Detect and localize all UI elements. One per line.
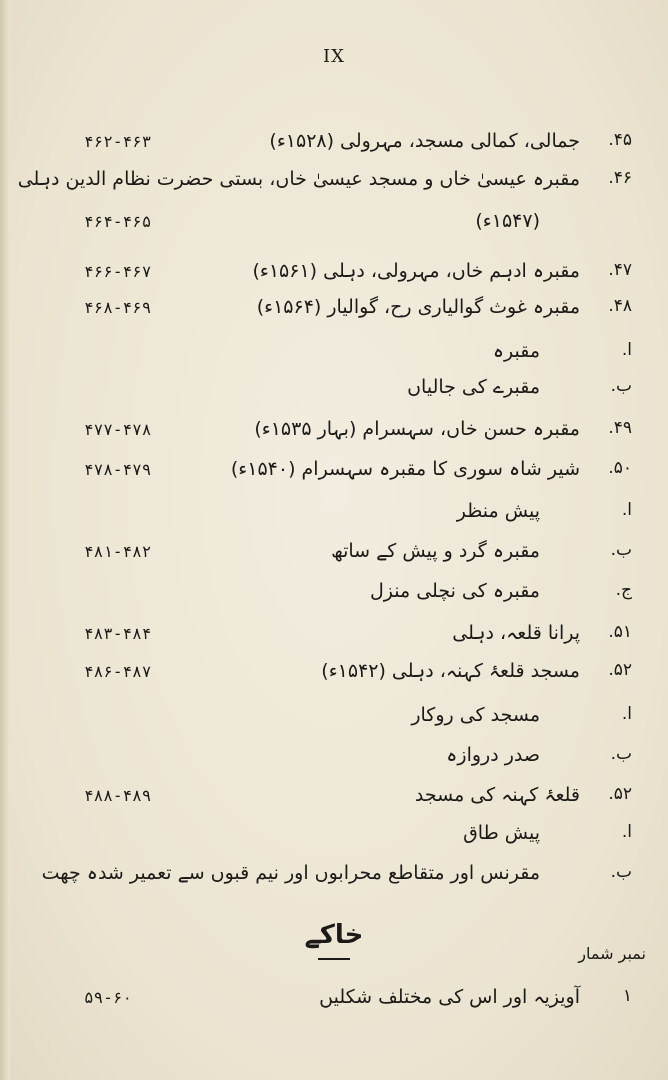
entry-page-range: ۴۶۸-۴۶۹	[84, 298, 152, 317]
entry-number: ۵۱.	[608, 622, 632, 642]
entry-number: ۴۶.	[608, 168, 632, 188]
entry-title: شیر شاہ سوری کا مقبرہ سہسرام (۱۵۴۰ء)	[230, 458, 580, 480]
entry-number: ۴۹.	[608, 418, 632, 438]
entry-page-range: ۴۷۷-۴۷۸	[84, 420, 152, 439]
entry-title: جمالی، کمالی مسجد، مہرولی (۱۵۲۸ء)	[269, 130, 580, 152]
entry-number: ۴۸.	[608, 296, 632, 316]
entry-number: ب.	[610, 540, 632, 560]
contents-entry	[40, 418, 640, 450]
entry-title: پرانا قلعہ، دہلی	[452, 622, 580, 644]
entry-title: آویزیہ اور اس کی مختلف شکلیں	[319, 986, 580, 1008]
page-number: IX	[323, 46, 345, 67]
entry-title: مقبرہ حسن خاں، سہسرام (بہار ۱۵۳۵ء)	[254, 418, 580, 440]
contents-entry	[17, 168, 640, 200]
contents-entry	[40, 862, 640, 894]
entry-number: ۵۰.	[608, 458, 632, 478]
contents-entry	[40, 704, 640, 736]
entry-number: ۵۲.	[608, 660, 632, 680]
contents-entry	[40, 784, 640, 816]
entry-number: ب.	[610, 744, 632, 764]
entry-title: پیش منظر	[456, 500, 540, 522]
entry-page-range: ۴۸۱-۴۸۲	[84, 542, 152, 561]
entry-page-range: ۴۸۳-۴۸۴	[84, 624, 152, 643]
contents-entry	[40, 622, 640, 654]
entry-title: مقبرہ عیسیٰ خاں و مسجد عیسیٰ خاں، بستی حضرت نظام الدین دہلی	[17, 168, 580, 190]
contents-entry	[40, 210, 640, 242]
section-heading: خاکے	[304, 920, 364, 950]
heading-underline	[318, 958, 350, 960]
entry-title: مسجد کی روکار	[411, 704, 540, 726]
entry-page-range: ۴۸۶-۴۸۷	[84, 662, 152, 681]
contents-entry	[40, 340, 640, 372]
entry-number: ۴۷.	[608, 260, 632, 280]
entry-page-range: ۴۶۶-۴۶۷	[84, 262, 152, 281]
entry-title: مقبرے کی جالیاں	[407, 376, 540, 398]
contents-entry	[40, 744, 640, 776]
page-edge-shadow	[0, 0, 10, 1080]
contents-entry	[40, 540, 640, 572]
contents-entry	[40, 376, 640, 408]
entry-title: مقبرہ گرد و پیش کے ساتھ	[331, 540, 540, 562]
sketch-entry	[40, 986, 640, 1018]
entry-number: ۵۲.	[608, 784, 632, 804]
entry-number: ب.	[610, 376, 632, 396]
entry-page-range: ۵۹-۶۰	[84, 988, 133, 1007]
contents-entry	[40, 130, 640, 162]
entry-title: مقبرہ ادہم خاں، مہرولی، دہلی (۱۵۶۱ء)	[252, 260, 580, 282]
entry-number: ا.	[621, 704, 632, 724]
entry-number: ج.	[615, 580, 632, 600]
entry-title: مقرنس اور متقاطع محرابوں اور نیم قبوں سے تعمیر شدہ چھت	[41, 862, 540, 884]
contents-entry	[40, 580, 640, 612]
entry-title: مقبرہ کی نچلی منزل	[369, 580, 540, 602]
entry-page-range: ۴۸۸-۴۸۹	[84, 786, 152, 805]
contents-entry	[40, 660, 640, 692]
entry-page-range: ۴۶۲-۴۶۳	[84, 132, 152, 151]
serial-number-label: نمبر شمار	[578, 944, 646, 963]
entry-title: مسجد قلعۂ کہنہ، دہلی (۱۵۴۲ء)	[321, 660, 580, 682]
contents-entry	[40, 260, 640, 292]
entry-title: پیش طاق	[463, 822, 540, 844]
contents-entry	[40, 822, 640, 854]
entry-page-range: ۴۷۸-۴۷۹	[84, 460, 152, 479]
entry-number: ا.	[621, 500, 632, 520]
entry-number: ب.	[610, 862, 632, 882]
contents-entry	[40, 458, 640, 490]
entry-number: ۴۵.	[608, 130, 632, 150]
contents-entry	[40, 296, 640, 328]
entry-title: (۱۵۴۷ء)	[475, 210, 540, 232]
entry-title: قلعۂ کہنہ کی مسجد	[414, 784, 580, 806]
entry-number: ا.	[621, 822, 632, 842]
entry-number: ا.	[621, 340, 632, 360]
contents-entry	[40, 500, 640, 532]
entry-title: مقبرہ غوث گوالیاری رح، گوالیار (۱۵۶۴ء)	[256, 296, 580, 318]
entry-title: مقبرہ	[492, 340, 540, 362]
entry-title: صدر دروازہ	[446, 744, 540, 766]
entry-number: ۱	[622, 986, 632, 1006]
entry-page-range: ۴۶۴-۴۶۵	[84, 212, 152, 231]
